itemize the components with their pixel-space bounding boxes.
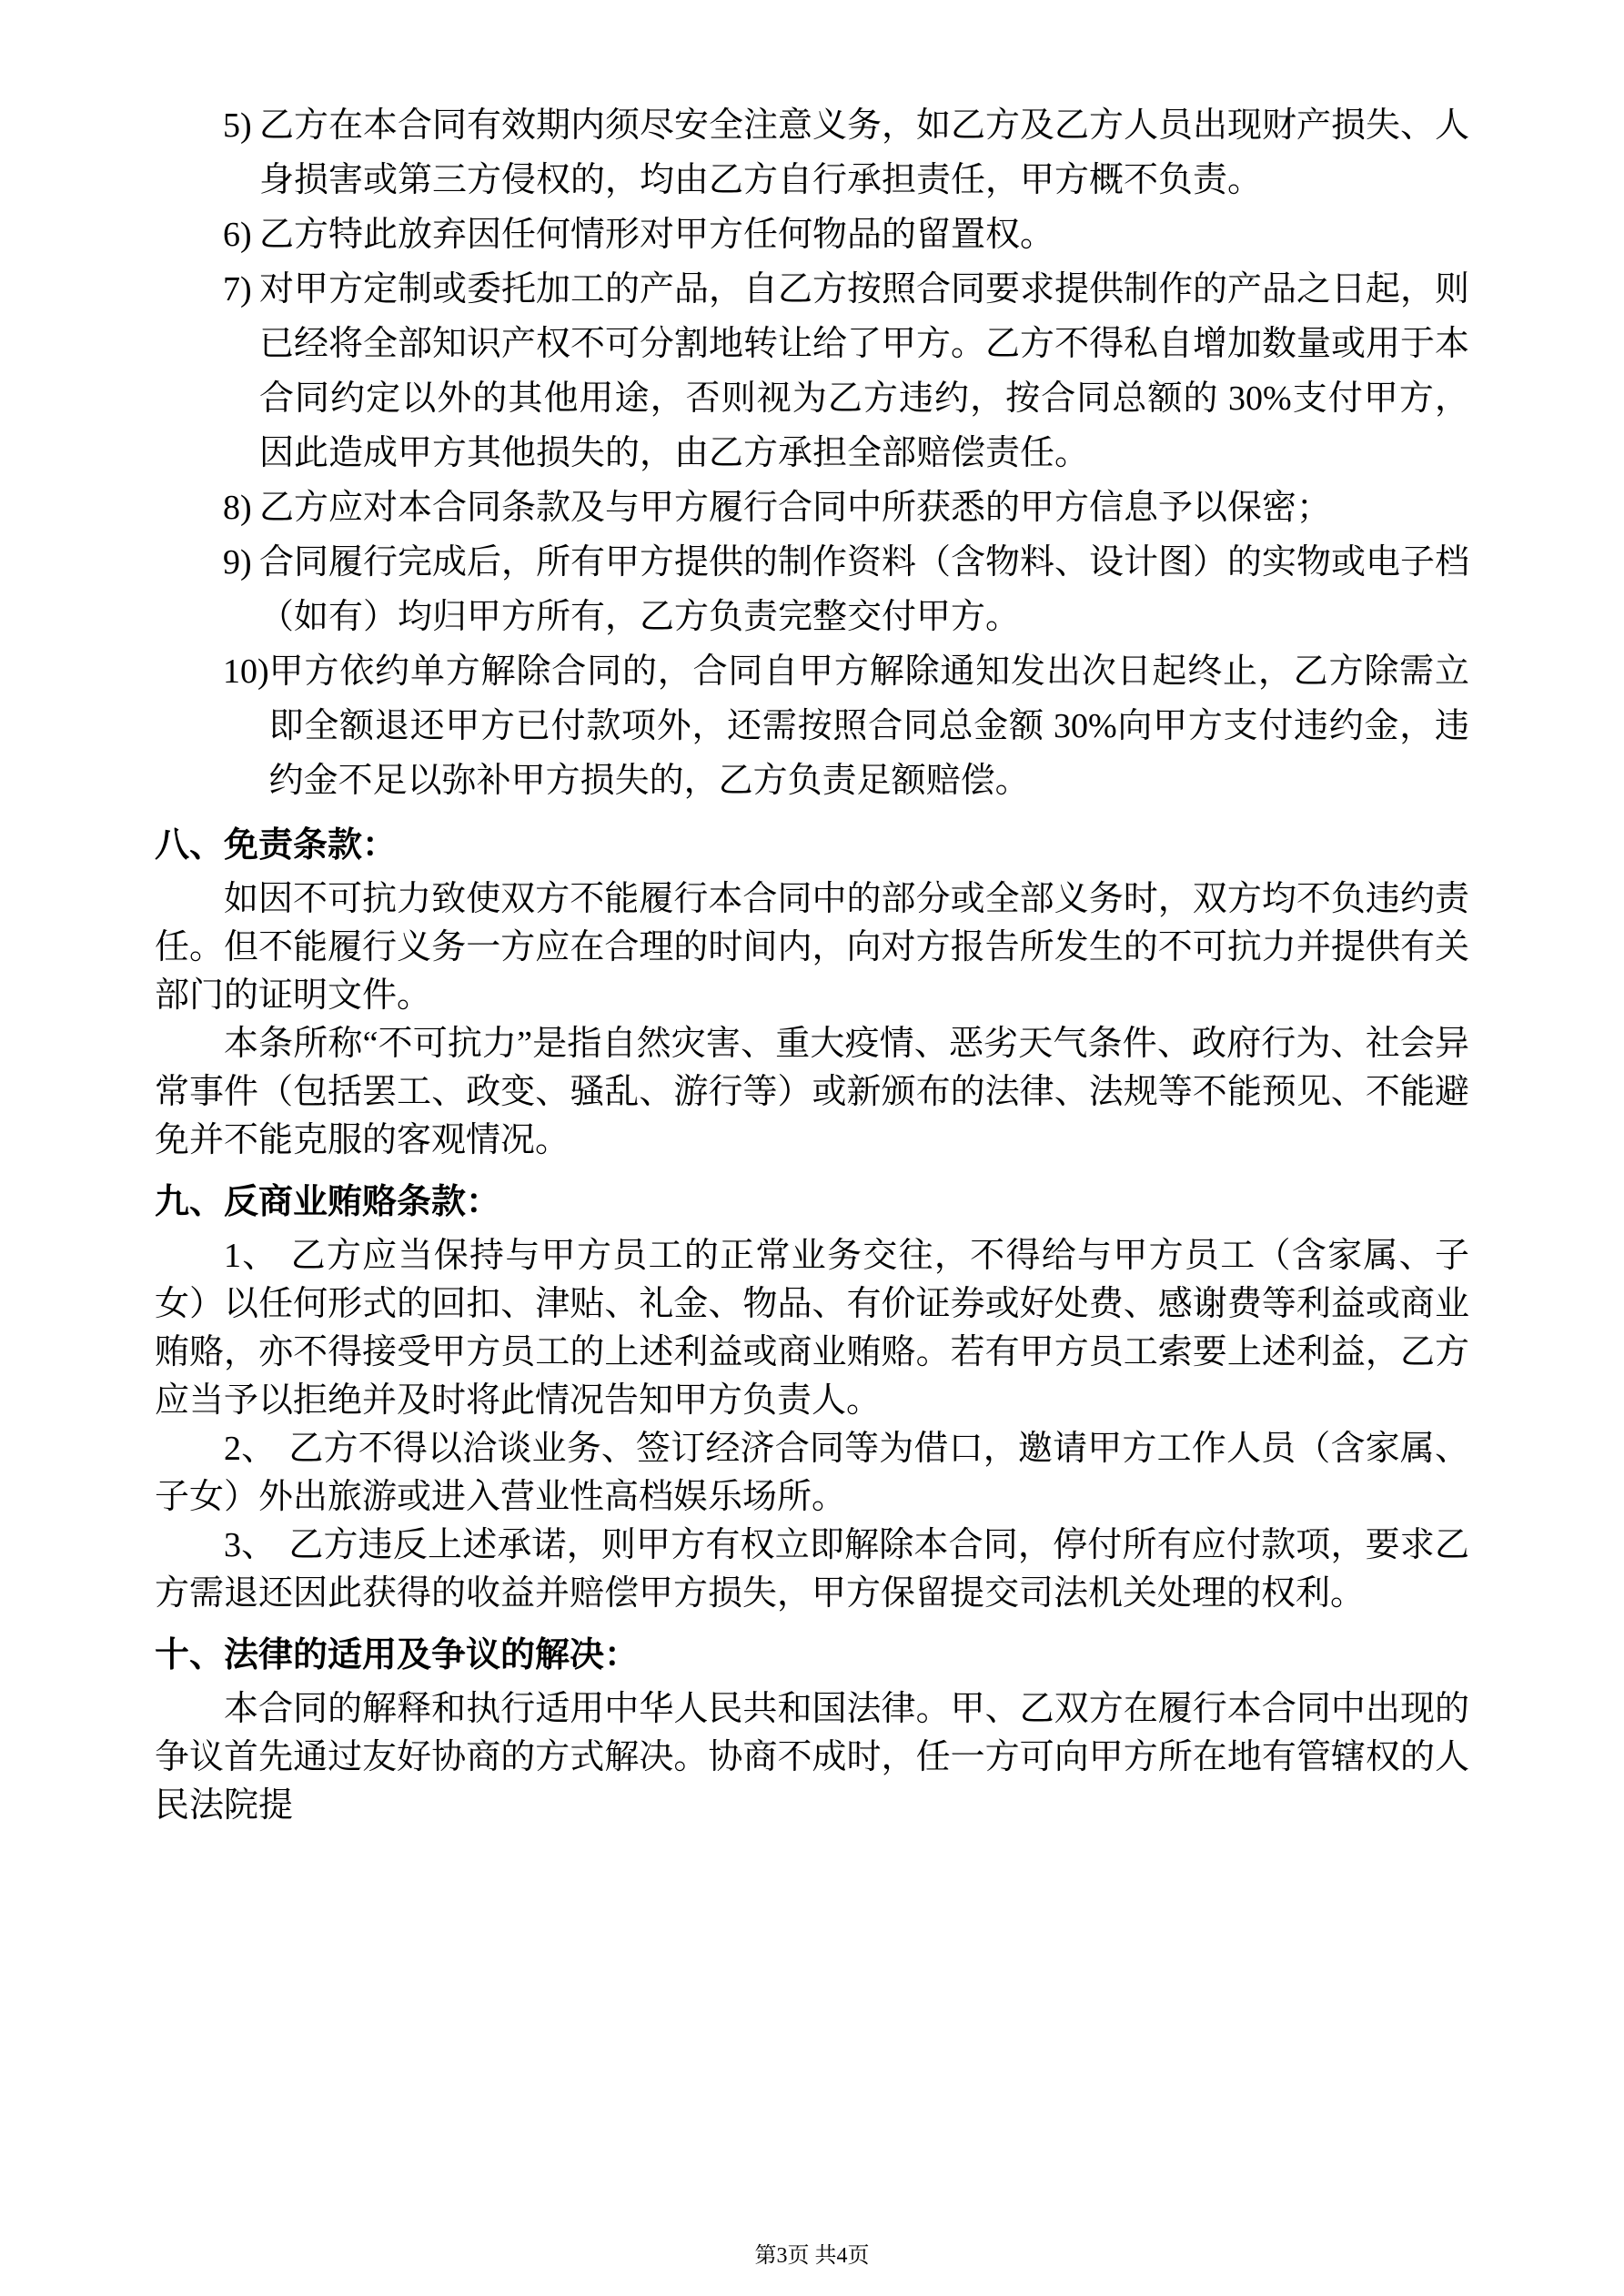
clause-number: 5) bbox=[223, 106, 252, 145]
clause-item-5 bbox=[223, 98, 1469, 207]
anti-bribery-clause-1 bbox=[155, 1232, 1469, 1425]
section-exemption bbox=[155, 817, 1469, 1165]
section-heading-anti-bribery: 九、反商业贿赂条款： bbox=[155, 1183, 501, 1221]
paragraph-governing-law: 本合同的解释和执行适用中华人民共和国法律。甲、乙双方在履行本合同中出现的争议首先通过友好协商的方式解决。协商不成时，任一方可向甲方所在地有管辖权的人民法院提 bbox=[155, 1690, 1469, 1825]
clause-text: 甲方依约单方解除合同的，合同自甲方解除通知发出次日起终止，乙方除需立即全额退还甲方已付款项外，还需按照合同总金额 30%向甲方支付违约金，违约金不足以弥补甲方损失的，乙方负责足额赔偿。 bbox=[268, 652, 1469, 800]
anti-bribery-clause-2 bbox=[155, 1425, 1469, 1522]
sub-clause-text: 乙方违反上述承诺，则甲方有权立即解除本合同，停付所有应付款项，要求乙方需退还因此获得的收益并赔偿甲方损失，甲方保留提交司法机关处理的权利。 bbox=[155, 1526, 1469, 1613]
anti-bribery-clause-3 bbox=[155, 1522, 1469, 1618]
clause-item-6 bbox=[223, 207, 1469, 262]
clause-number: 9) bbox=[223, 543, 252, 582]
clause-item-7 bbox=[223, 262, 1469, 480]
page-footer: 第3页 共4页 bbox=[754, 2244, 870, 2268]
sub-clause-number: 2、 bbox=[224, 1430, 277, 1468]
section-heading-governing-law: 十、法律的适用及争议的解决： bbox=[155, 1636, 640, 1674]
clause-number: 10) bbox=[223, 652, 269, 691]
section-governing-law bbox=[155, 1627, 1469, 1830]
clause-item-8 bbox=[223, 480, 1469, 535]
clause-text: 对甲方定制或委托加工的产品，自乙方按照合同要求提供制作的产品之日起，则已经将全部知识产权不可分割地转让给了甲方。乙方不得私自增加数量或用于本合同约定以外的其他用途，否则视为乙方违约，按合同总额的 30%支付甲方，因此造成甲方其他损失的，由乙方承担全部赔偿责任。 bbox=[259, 270, 1470, 472]
sub-clause-number: 3、 bbox=[224, 1526, 277, 1564]
clause-text: 乙方在本合同有效期内须尽安全注意义务，如乙方及乙方人员出现财产损失、人身损害或第三方侵权的，均由乙方自行承担责任，甲方概不负责。 bbox=[259, 106, 1470, 199]
paragraph-force-majeure-1: 如因不可抗力致使双方不能履行本合同中的部分或全部义务时，双方均不负违约责任。但不能履行义务一方应在合理的时间内，向对方报告所发生的不可抗力并提供有关部门的证明文件。 bbox=[155, 880, 1469, 1015]
clause-text: 合同履行完成后，所有甲方提供的制作资料（含物料、设计图）的实物或电子档（如有）均归甲方所有，乙方负责完整交付甲方。 bbox=[259, 543, 1470, 636]
clause-text: 乙方应对本合同条款及与甲方履行合同中所获悉的甲方信息予以保密； bbox=[259, 489, 1332, 527]
section-heading-exemption: 八、免责条款： bbox=[155, 826, 398, 865]
sub-clause-text: 乙方不得以洽谈业务、签订经济合同等为借口，邀请甲方工作人员（含家属、子女）外出旅游或进入营业性高档娱乐场所。 bbox=[155, 1430, 1469, 1516]
clause-item-10 bbox=[223, 644, 1469, 808]
section-anti-bribery bbox=[155, 1174, 1469, 1618]
clause-text: 乙方特此放弃因任何情形对甲方任何物品的留置权。 bbox=[259, 216, 1055, 254]
sub-clause-text: 乙方应当保持与甲方员工的正常业务交往，不得给与甲方员工（含家属、子女）以任何形式的回扣、津贴、礼金、物品、有价证券或好处费、感谢费等利益或商业贿赂，亦不得接受甲方员工的上述利益或商业贿赂。若有甲方员工索要上述利益，乙方应当予以拒绝并及时将此情况告知甲方负责人。 bbox=[155, 1237, 1469, 1420]
paragraph-force-majeure-2: 本条所称“不可抗力”是指自然灾害、重大疫情、恶劣天气条件、政府行为、社会异常事件（包括罢工、政变、骚乱、游行等）或新颁布的法律、法规等不能预见、不能避免并不能克服的客观情况。 bbox=[155, 1025, 1469, 1159]
clause-item-9 bbox=[223, 535, 1469, 644]
sub-clause-number: 1、 bbox=[224, 1237, 278, 1275]
clause-number: 8) bbox=[223, 489, 252, 527]
clause-number: 6) bbox=[223, 216, 252, 254]
numbered-clause-list bbox=[223, 98, 1469, 808]
clause-number: 7) bbox=[223, 270, 252, 308]
